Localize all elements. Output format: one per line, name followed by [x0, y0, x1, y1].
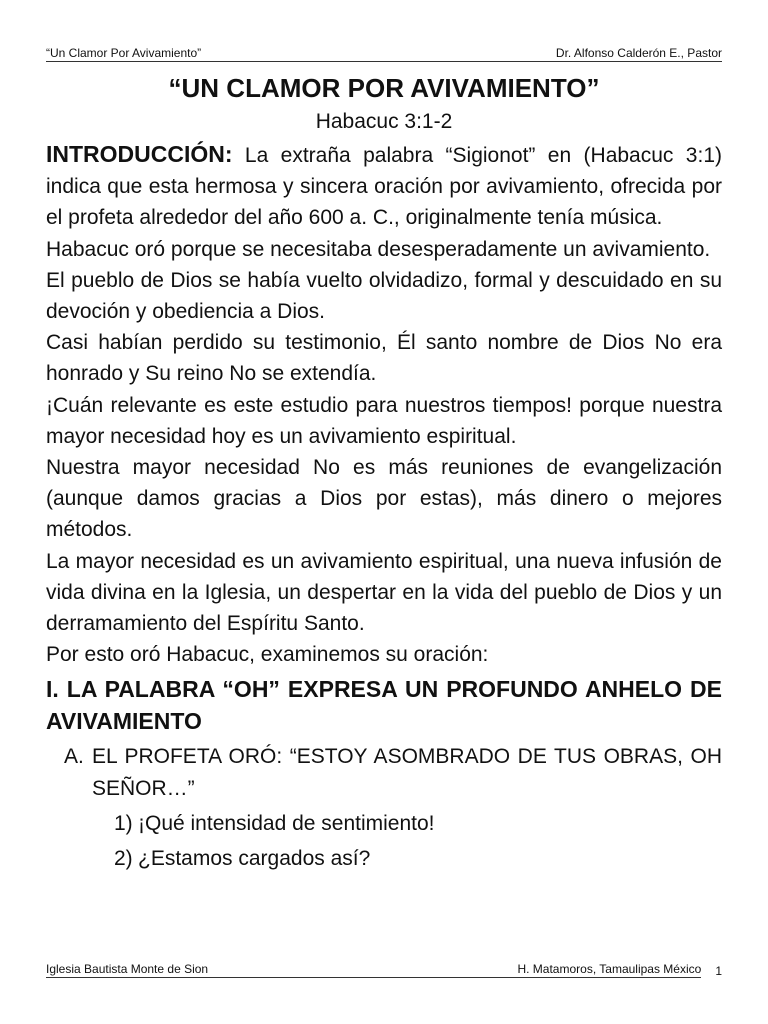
- page-number: 1: [715, 964, 722, 978]
- footer-church: Iglesia Bautista Monte de Sion: [46, 962, 209, 976]
- outline-subpoint: [46, 808, 722, 839]
- outline-subpoint: [46, 843, 722, 874]
- intro-paragraph: [46, 139, 722, 234]
- paragraph: Por esto oró Habacuc, examinemos su oración:: [46, 643, 489, 667]
- running-footer: [46, 962, 722, 978]
- outline-marker: 2): [114, 847, 133, 871]
- paragraph: Habacuc oró porque se necesitaba desesperadamente un avivamiento.: [46, 237, 711, 261]
- intro-label: INTRODUCCIÓN:: [46, 141, 233, 167]
- header-sermon-title: “Un Clamor Por Avivamiento”: [46, 46, 202, 60]
- running-header: [46, 46, 722, 62]
- paragraph: Casi habían perdido su testimonio, Él santo nombre de Dios No era honrado y Su reino No se extendía.: [46, 331, 722, 386]
- footer-location: H. Matamoros, Tamaulipas México: [517, 962, 702, 976]
- paragraph: La mayor necesidad es un avivamiento espiritual, una nueva infusión de vida divina en la Iglesia, un despertar en la vida del pueblo de Dios y un derramamiento del Espíritu Santo.: [46, 549, 722, 636]
- paragraph: El pueblo de Dios se había vuelto olvidadizo, formal y descuidado en su devoción y obediencia a Dios.: [46, 268, 722, 324]
- scripture-reference: Habacuc 3:1-2: [315, 110, 453, 133]
- section-heading: I. LA PALABRA “OH” EXPRESA UN PROFUNDO ANHELO DE AVIVAMIENTO: [46, 676, 722, 735]
- paragraph: ¡Cuán relevante es este estudio para nuestros tiempos! porque nuestra mayor necesidad hoy es un avivamiento espiritual.: [46, 393, 722, 448]
- paragraph: Nuestra mayor necesidad No es más reuniones de evangelización (aunque damos gracias a Dios por estas), más dinero o mejores métodos.: [46, 456, 722, 542]
- outline-point-a: [46, 741, 722, 803]
- outline-point-text: EL PROFETA ORÓ: “ESTOY ASOMBRADO DE TUS OBRAS, OH SEÑOR…”: [92, 745, 722, 800]
- outline-subpoint-text: ¡Qué intensidad de sentimiento!: [138, 811, 435, 835]
- header-author: Dr. Alfonso Calderón E., Pastor: [555, 46, 722, 60]
- document-body: [46, 70, 722, 874]
- sermon-title: “UN CLAMOR POR AVIVAMIENTO”: [168, 73, 600, 103]
- footer-line: [46, 962, 701, 978]
- outline-subpoint-text: ¿Estamos cargados así?: [138, 847, 371, 871]
- outline-marker: 1): [114, 811, 133, 835]
- intro-text: La extraña palabra “Sigionot” en (Habacuc 3:1) indica que esta hermosa y sincera oración por avivamiento, ofrecida por el profeta alrededor del año 600 a. C., originalmente tenía música.: [46, 144, 722, 230]
- outline-marker: A.: [64, 745, 84, 769]
